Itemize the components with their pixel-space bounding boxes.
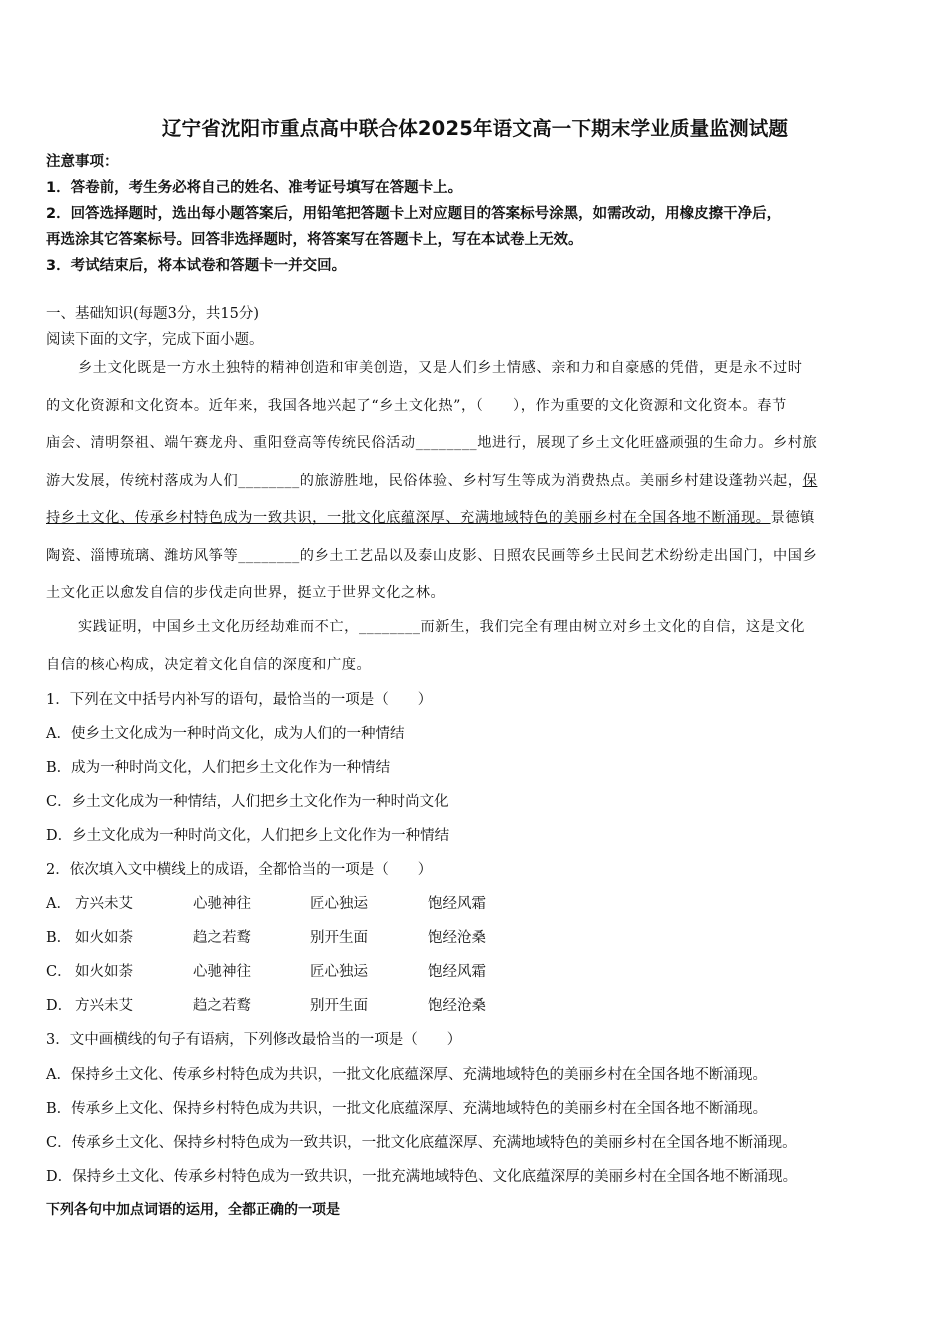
question-2-stem: 2．依次填入文中横线上的成语，全都恰当的一项是（ ）: [46, 862, 433, 878]
passage-line: 持乡土文化、传承乡村特色成为一致共识，一批文化底蕴深厚、充满地域特色的美丽乡村在全国各地不断涌现。景德镇: [46, 510, 815, 526]
section-instruction: 阅读下面的文字，完成下面小题。: [46, 332, 264, 348]
passage-line: 乡土文化既是一方水土独特的精神创造和审美创造，又是人们乡土情感、亲和力和自豪感的凭借，更是永不过时: [78, 360, 803, 376]
q3-option-a: A．保持乡土文化、传承乡村特色成为共识，一批文化底蕴深厚、充满地域特色的美丽乡村在全国各地不断涌现。: [46, 1067, 767, 1083]
passage-line: 实践证明，中国乡土文化历经劫难而不亡，________而新生，我们完全有理由树立对乡土文化的自信，这是文化: [78, 619, 805, 635]
question-4-stem: 下列各句中加点词语的运用，全都正确的一项是: [46, 1202, 340, 1218]
q1-option-c: C．乡土文化成为一种情结，人们把乡土文化作为一种时尚文化: [46, 794, 449, 810]
q2-option-a: A． 方兴未艾 心驰神往 匠心独运 饱经风霜: [46, 896, 486, 912]
page-title: 辽宁省沈阳市重点高中联合体2025年语文高一下期末学业质量监测试题: [161, 117, 789, 140]
q3-option-d: D．保持乡土文化、传承乡村特色成为一致共识，一批充满地域特色、文化底蕴深厚的美丽乡村在全国各地不断涌现。: [46, 1169, 798, 1185]
q2-option-d: D． 方兴未艾 趋之若鹜 别开生面 饱经沧桑: [46, 998, 486, 1014]
question-3-stem: 3．文中画横线的句子有语病，下列修改最恰当的一项是（ ）: [46, 1032, 462, 1048]
notice-item-2a: 2．回答选择题时，选出每小题答案后，用铅笔把答题卡上对应题目的答案标号涂黑，如需改动，用橡皮擦干净后，: [46, 206, 782, 222]
question-1-stem: 1．下列在文中括号内补写的语句，最恰当的一项是（ ）: [46, 692, 433, 708]
q3-option-b: B．传承乡上文化、保持乡村特色成为共识，一批文化底蕴深厚、充满地域特色的美丽乡村在全国各地不断涌现。: [46, 1101, 768, 1117]
notice-item-2b: 再选涂其它答案标号。回答非选择题时，将答案写在答题卡上，写在本试卷上无效。: [46, 232, 583, 248]
notice-heading: 注意事项：: [46, 154, 119, 170]
passage-line: 土文化正以愈发自信的步伐走向世界，挺立于世界文化之林。: [46, 585, 446, 601]
q3-option-c: C．传承乡土文化、保持乡村特色成为一致共识，一批文化底蕴深厚、充满地域特色的美丽乡村在全国各地不断涌现。: [46, 1135, 797, 1151]
passage-line: 庙会、清明祭祖、端午赛龙舟、重阳登高等传统民俗活动________地进行，展现了乡土文化旺盛顽强的生命力。乡村旅: [46, 435, 818, 451]
q1-option-a: A．使乡土文化成为一种时尚文化，成为人们的一种情结: [46, 726, 405, 742]
notice-item-1: 1．答卷前，考生务必将自己的姓名、准考证号填写在答题卡上。: [46, 180, 463, 196]
q1-option-d: D．乡土文化成为一种时尚文化，人们把乡上文化作为一种情结: [46, 828, 450, 844]
notice-item-3: 3．考试结束后，将本试卷和答题卡一并交回。: [46, 258, 347, 274]
passage-line: 陶瓷、淄博琉璃、潍坊风筝等________的乡土工艺品以及泰山皮影、日照农民画等乡土民间艺术纷纷走出国门，中国乡: [46, 547, 818, 564]
q1-option-b: B．成为一种时尚文化，人们把乡土文化作为一种情结: [46, 760, 391, 776]
passage-paragraph-2: [46, 609, 906, 684]
underlined-sentence: 持乡土文化、传承乡村特色成为一致共识，一批文化底蕴深厚、充满地域特色的美丽乡村在全国各地不断涌现。: [46, 510, 771, 526]
underlined-sentence-start: 保: [802, 472, 818, 489]
passage-paragraph-1: [46, 350, 906, 613]
passage-line: 的文化资源和文化资本。近年来，我国各地兴起了“乡土文化热”，（ ），作为重要的文化资源和文化资本。春节: [46, 397, 787, 414]
passage-line: 自信的核心构成，决定着文化自信的深度和广度。: [46, 656, 372, 673]
section-heading: 一、基础知识(每题3分，共15分): [46, 306, 259, 322]
q2-option-b: B． 如火如荼 趋之若鹜 别开生面 饱经沧桑: [46, 930, 486, 946]
notice-block: [46, 149, 916, 279]
passage-line: 游大发展，传统村落成为人们________的旅游胜地，民俗体验、乡村写生等成为消费热点。美丽乡村建设蓬勃兴起，保: [46, 472, 818, 489]
q2-option-c: C． 如火如荼 心驰神往 匠心独运 饱经风霜: [46, 964, 486, 980]
